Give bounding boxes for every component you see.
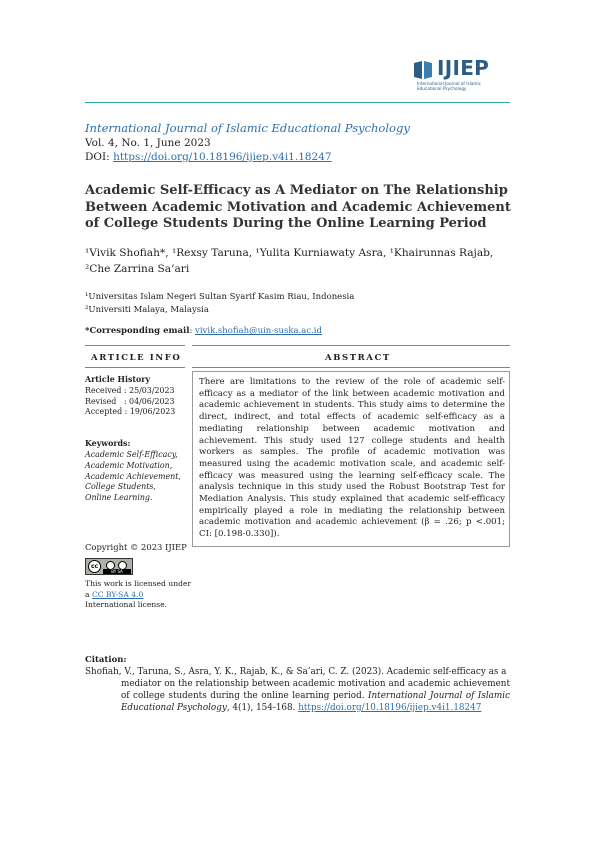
keyword-2: Academic Motivation,	[85, 460, 173, 470]
revised-date: Revised : 04/06/2023	[85, 396, 175, 406]
citation-heading: Citation:	[85, 655, 127, 665]
authors-line-2: ²Che Zarrina Sa’ari	[85, 263, 190, 275]
volume-info: Vol. 4, No. 1, June 2023	[85, 137, 211, 149]
affiliations	[85, 291, 354, 316]
license-text	[85, 579, 195, 611]
citation-first-line: Shofiah, V., Taruna, S., Asra, Y. K., Rajab, K., & Sa’ari, C. Z. (2023). Academic self-efficacy as a	[85, 667, 507, 677]
affiliation-1: ¹Universitas Islam Negeri Sultan Syarif Kasim Riau, Indonesia	[85, 292, 355, 302]
cc-badge-label: BY SA	[103, 569, 131, 574]
abstract-rule-bottom	[192, 367, 510, 368]
citation-rest: mediator on the relationship between academic motivation and academic achievement of college students during the online learning period. International Journal of Islamic Educational Psychology, 4(1), 154-168. https://doi.org/10.18196/ijiep.v4i1.18247	[121, 679, 510, 713]
license-link[interactable]: CC BY-SA 4.0	[91, 589, 144, 599]
cc-icon: cc	[88, 560, 101, 573]
license-line-1: This work is licensed under	[85, 579, 192, 588]
keywords-heading: Keywords:	[85, 439, 131, 449]
author-list	[85, 245, 515, 277]
keyword-4: College Students,	[85, 482, 156, 492]
received-date: Received : 25/03/2023	[85, 385, 175, 395]
cc-license-badge[interactable]	[85, 558, 133, 575]
book-icon	[412, 59, 434, 81]
article-info-rule-top	[85, 345, 185, 346]
citation-text	[85, 666, 510, 714]
citation-journal: International Journal of Islamic Educational Psychology	[121, 691, 510, 713]
journal-meta	[85, 137, 332, 164]
license-line-3: International license.	[85, 600, 168, 609]
header-divider	[85, 102, 510, 103]
journal-logo	[412, 57, 512, 93]
authors-line-1: ¹Vivik Shofiah*, ¹Rexsy Taruna, ¹Yulita Kurniawaty Asra, ¹Khairunnas Rajab,	[85, 247, 494, 259]
affiliation-2: ²Universiti Malaya, Malaysia	[85, 304, 209, 315]
logo-text: IJIEP	[437, 56, 490, 80]
logo-subtitle: International Journal of Islamic Educational Psychology	[417, 81, 481, 91]
corresponding-email: *Corresponding email: vivik.shofiah@uin-suska.ac.id	[85, 326, 322, 336]
keyword-3: Academic Achievement,	[85, 471, 181, 481]
article-info-rule-bottom	[85, 367, 185, 368]
abstract-text: There are limitations to the review of the role of academic self-efficacy as a mediator of the link between academic motivation and academic achievement in students. This study aims to determine the direct, indirect, and total effects of academic self-efficacy as a mediating relationship between academic motivation and achievement. This study used 127 college students and health workers as samples. The profile of academic motivation was measured using the academic motivation scale, and academic self-efficacy was measured using the learning self-efficacy scale. The analysis technique in this study used the Robust Bootstrap Test for Mediation Analysis. This study explained that academic self-efficacy empirically played a role in mediating the relationship between academic motivation and academic achievement (β = .26; p <.001; CI: [0.198-0.330]).	[199, 377, 505, 540]
article-info	[85, 375, 195, 504]
journal-name: International Journal of Islamic Educational Psychology	[85, 121, 410, 135]
paper-title: Academic Self-Efficacy as A Mediator on The Relationship Between Academic Motivation and Academic Achievement of College Students During the Online Learning Period	[85, 183, 511, 231]
email-link[interactable]: vivik.shofiah@uin-suska.ac.id	[195, 326, 322, 336]
doi-link[interactable]: https://doi.org/10.18196/ijiep.v4i1.18247	[113, 150, 332, 163]
copyright-notice: Copyright © 2023 IJIEP	[85, 542, 187, 552]
keyword-1: Academic Self-Efficacy,	[85, 449, 178, 459]
license-line-2: a CC BY-SA 4.0	[85, 589, 144, 599]
accepted-date: Accepted : 19/06/2023	[85, 407, 176, 417]
doi-line: DOI: https://doi.org/10.18196/ijiep.v4i1.18247	[85, 150, 332, 163]
article-info-heading: ARTICLE INFO	[91, 353, 182, 363]
abstract-rule-top	[192, 345, 510, 346]
citation-doi-link[interactable]: https://doi.org/10.18196/ijiep.v4i1.18247	[298, 703, 482, 713]
keyword-5: Online Learning.	[85, 493, 153, 503]
history-heading: Article History	[85, 375, 151, 384]
abstract-heading: ABSTRACT	[325, 353, 391, 363]
